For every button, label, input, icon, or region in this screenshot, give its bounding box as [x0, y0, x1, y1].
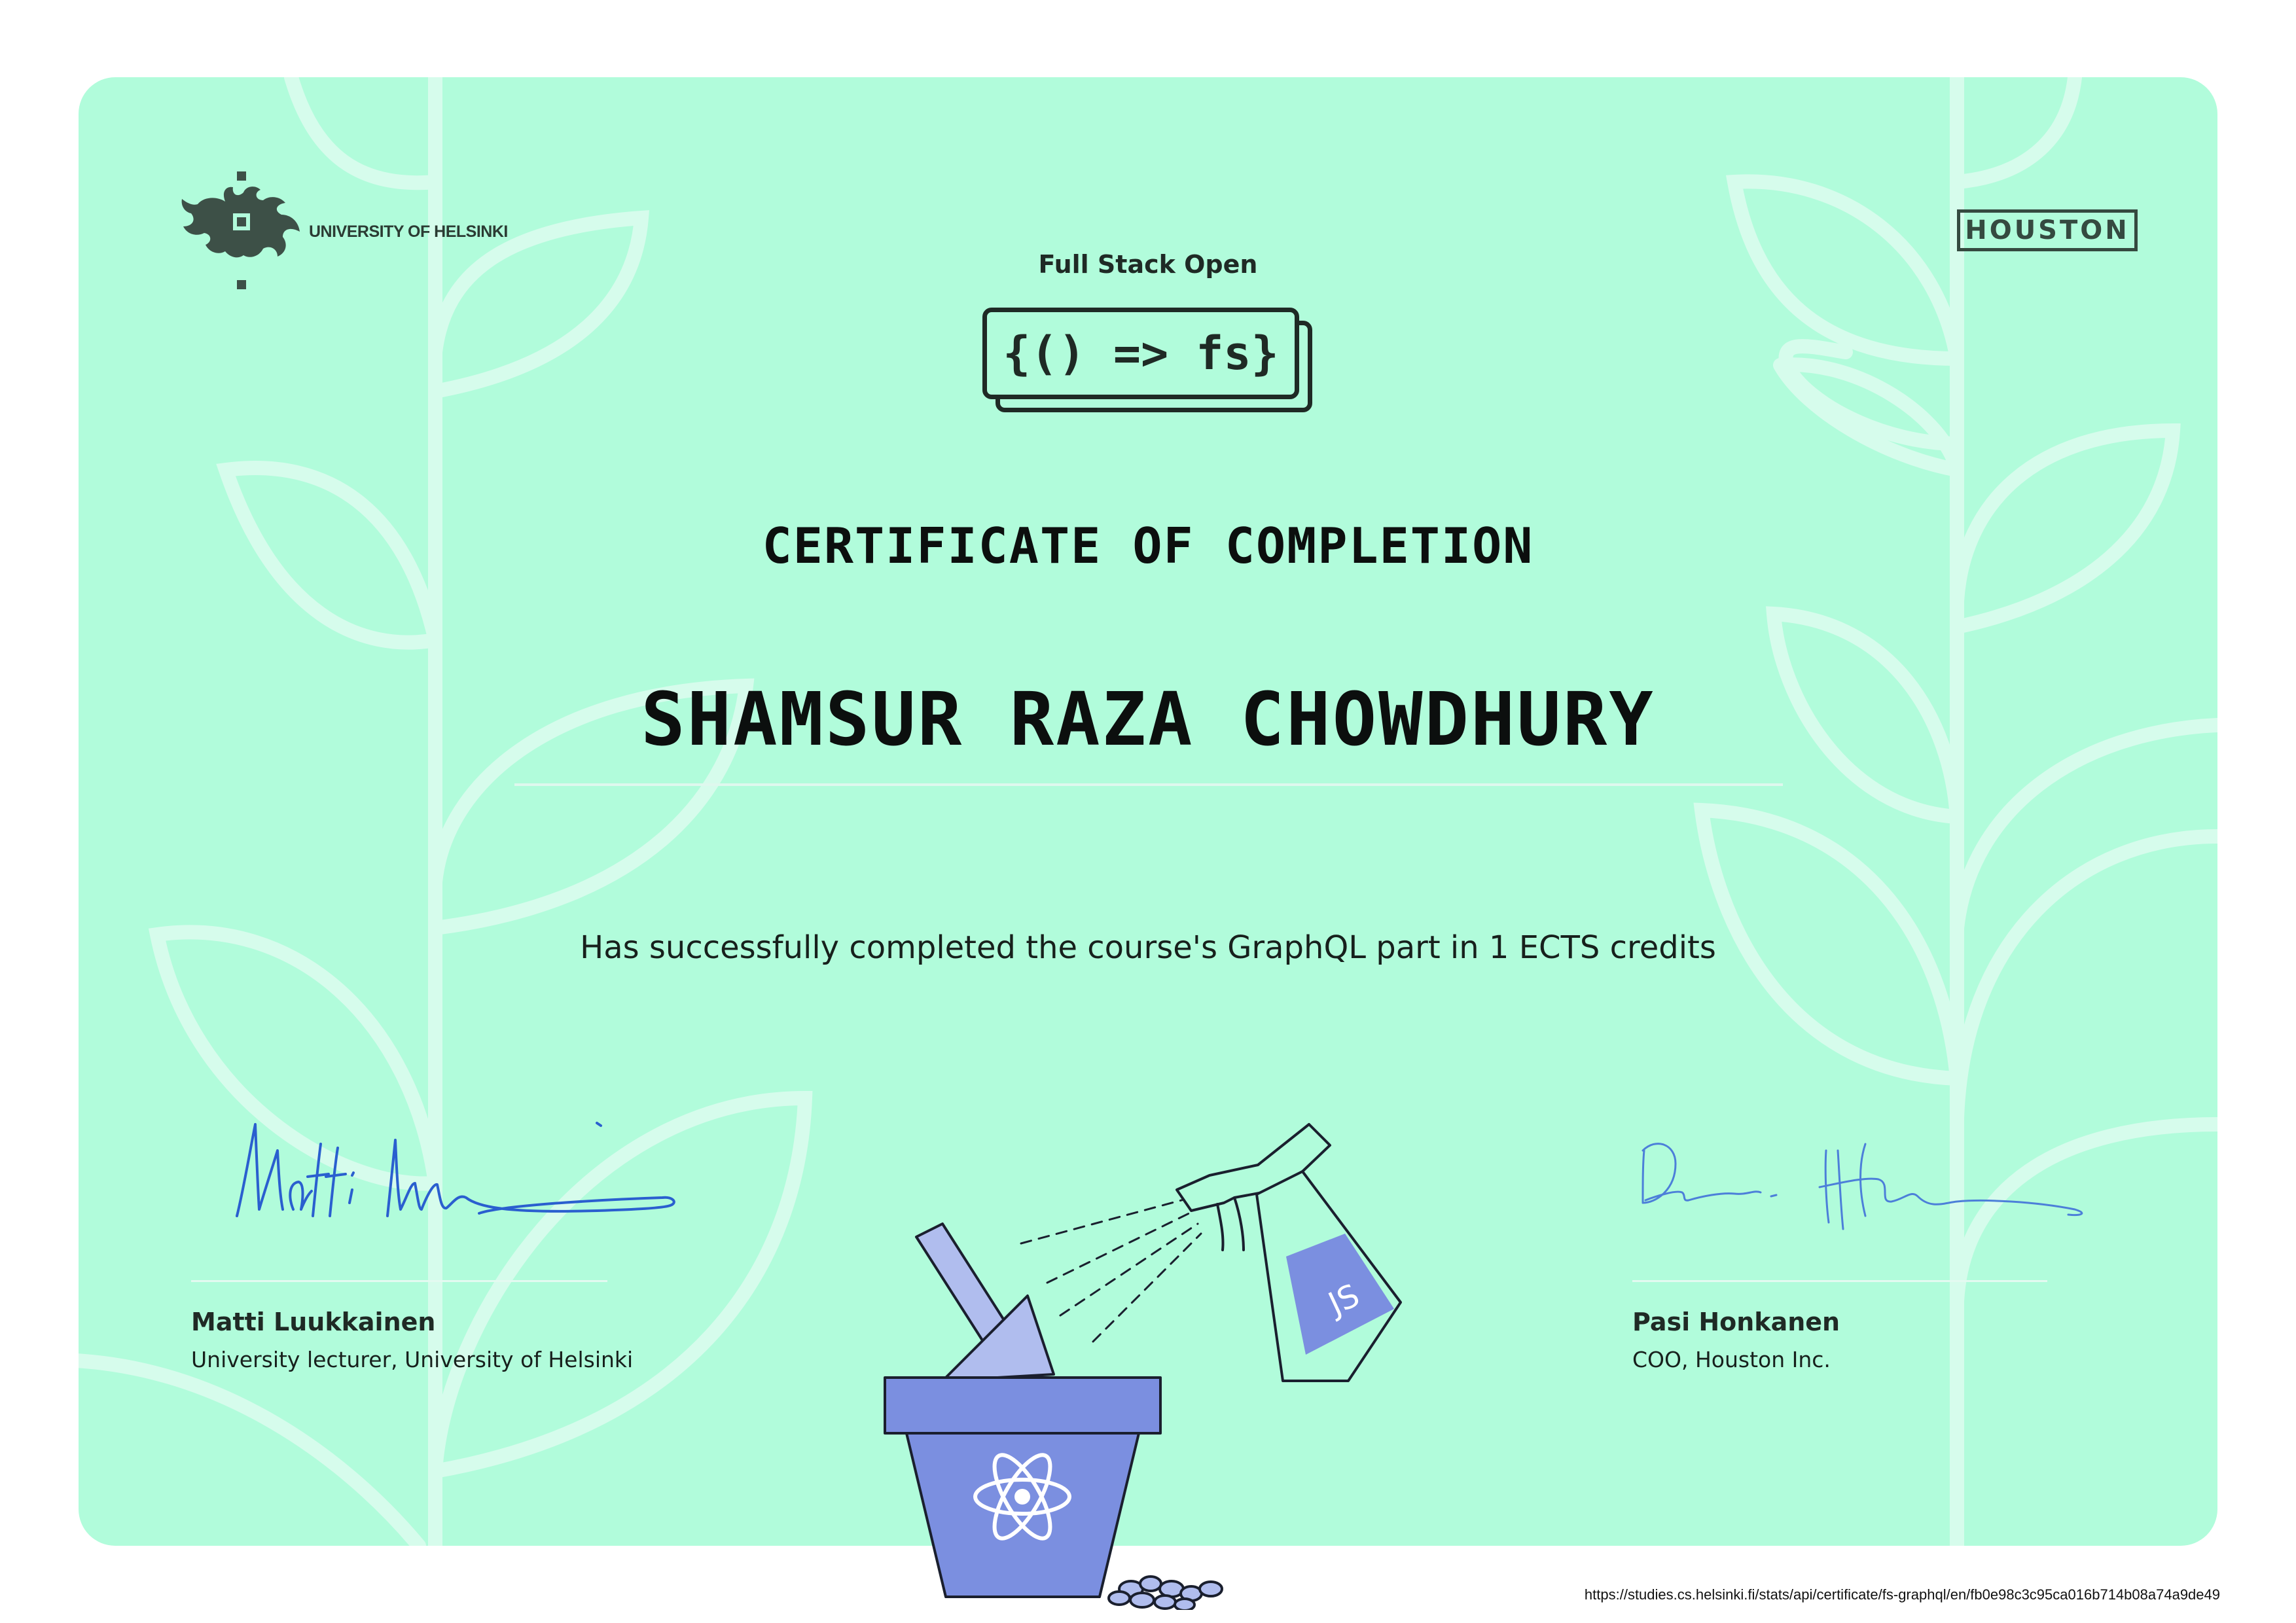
- course-logo: {() => fs}: [982, 308, 1299, 399]
- course-name: Full Stack Open: [1038, 250, 1258, 279]
- completion-statement: Has successfully completed the course's GraphQL part in 1 ECTS credits: [580, 929, 1716, 966]
- verification-url[interactable]: https://studies.cs.helsinki.fi/stats/api/certificate/fs-graphql/en/fb0e98c3c95ca016b714b08a74a9de49: [1584, 1586, 2220, 1603]
- university-name: UNIVERSITY OF HELSINKI: [309, 223, 508, 241]
- bottle-label: JS: [1323, 1277, 1365, 1323]
- gardening-illustration: [851, 1113, 1440, 1610]
- signatory-title-right: COO, Houston Inc.: [1632, 1347, 1831, 1372]
- certificate-title: CERTIFICATE OF COMPLETION: [762, 517, 1534, 575]
- signature-pasi-honkanen: [1630, 1124, 2101, 1242]
- signature-matti-luukkainen: [230, 1111, 702, 1229]
- signatory-name-left: Matti Luukkainen: [191, 1308, 436, 1336]
- houston-logo: HOUSTON: [1957, 209, 2138, 251]
- signature-line-left: [191, 1280, 607, 1282]
- signatory-name-right: Pasi Honkanen: [1632, 1308, 1840, 1336]
- signature-line-right: [1632, 1280, 2047, 1282]
- university-flame-logo: [178, 171, 309, 291]
- signatory-title-left: University lecturer, University of Helsinki: [191, 1347, 634, 1372]
- recipient-name: SHAMSUR RAZA CHOWDHURY: [641, 677, 1655, 762]
- recipient-underline: [514, 783, 1783, 786]
